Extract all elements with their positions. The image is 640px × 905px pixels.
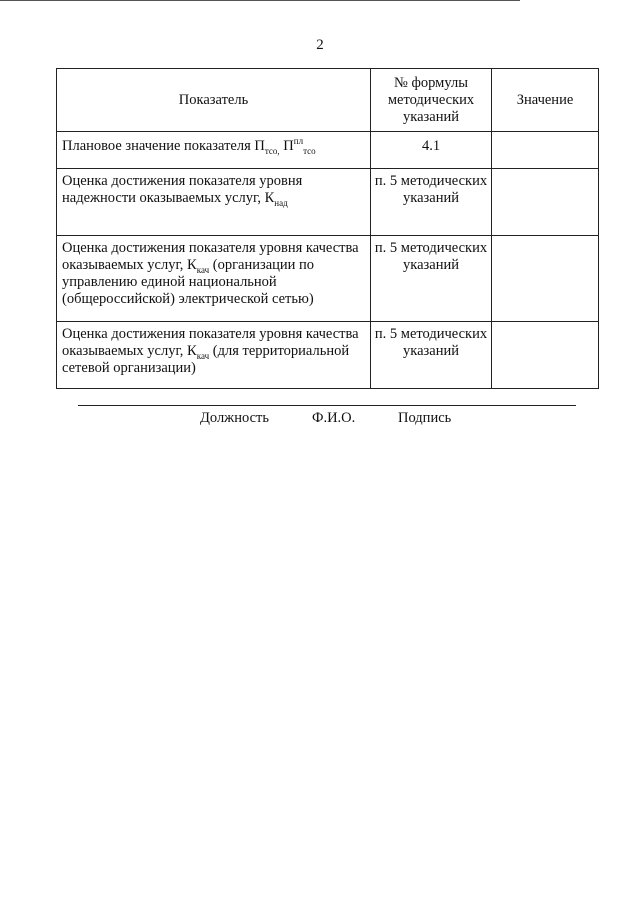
caption-signature: Подпись <box>398 410 452 426</box>
value-cell[interactable] <box>492 169 599 236</box>
caption-full-name: Ф.И.О. <box>312 410 356 426</box>
indicator-cell <box>57 169 371 236</box>
header-formula: № формулы методических указаний <box>371 69 492 132</box>
indicator-subscript: кач <box>196 350 210 361</box>
formula-cell: п. 5 методических указаний <box>371 322 492 389</box>
indicator-subscript: над <box>274 197 288 208</box>
formula-cell: п. 5 методических указаний <box>371 236 492 322</box>
value-cell[interactable] <box>492 236 599 322</box>
indicator-text: Оценка достижения показателя уровня качества оказываемых услуг, К <box>62 326 359 359</box>
indicator-cell <box>57 322 371 389</box>
formula-cell: 4.1 <box>371 132 492 169</box>
indicator-subscript-2: тсо <box>303 145 316 156</box>
scan-top-edge <box>0 0 520 1</box>
table-row <box>57 132 599 169</box>
indicator-superscript: пл <box>293 136 304 147</box>
indicator-text-tail: (организации по управлению единой национальной (общероссийской) электрической сетью) <box>62 257 315 307</box>
indicator-text: Оценка достижения показателя уровня качества оказываемых услуг, К <box>62 240 359 273</box>
indicator-text-mid: П <box>279 138 294 154</box>
table-row <box>57 236 599 322</box>
page-number: 2 <box>316 37 324 53</box>
indicator-subscript: кач <box>196 264 210 275</box>
formula-cell: п. 5 методических указаний <box>371 169 492 236</box>
table-row <box>57 322 599 389</box>
indicator-text: Плановое значение показателя П <box>62 138 265 154</box>
header-indicator: Показатель <box>57 69 371 132</box>
value-cell[interactable] <box>492 322 599 389</box>
table-header-row <box>57 69 599 132</box>
caption-position: Должность <box>200 410 269 426</box>
signature-line <box>78 405 576 406</box>
table-row <box>57 169 599 236</box>
header-value: Значение <box>492 69 599 132</box>
indicator-cell <box>57 132 371 169</box>
indicator-subscript: тсо, <box>264 145 280 156</box>
indicators-table <box>56 68 599 389</box>
indicator-cell <box>57 236 371 322</box>
indicator-text: Оценка достижения показателя уровня надежности оказываемых услуг, К <box>62 173 303 206</box>
value-cell[interactable] <box>492 132 599 169</box>
indicator-text-tail: (для территориальной сетевой организации) <box>62 343 350 376</box>
